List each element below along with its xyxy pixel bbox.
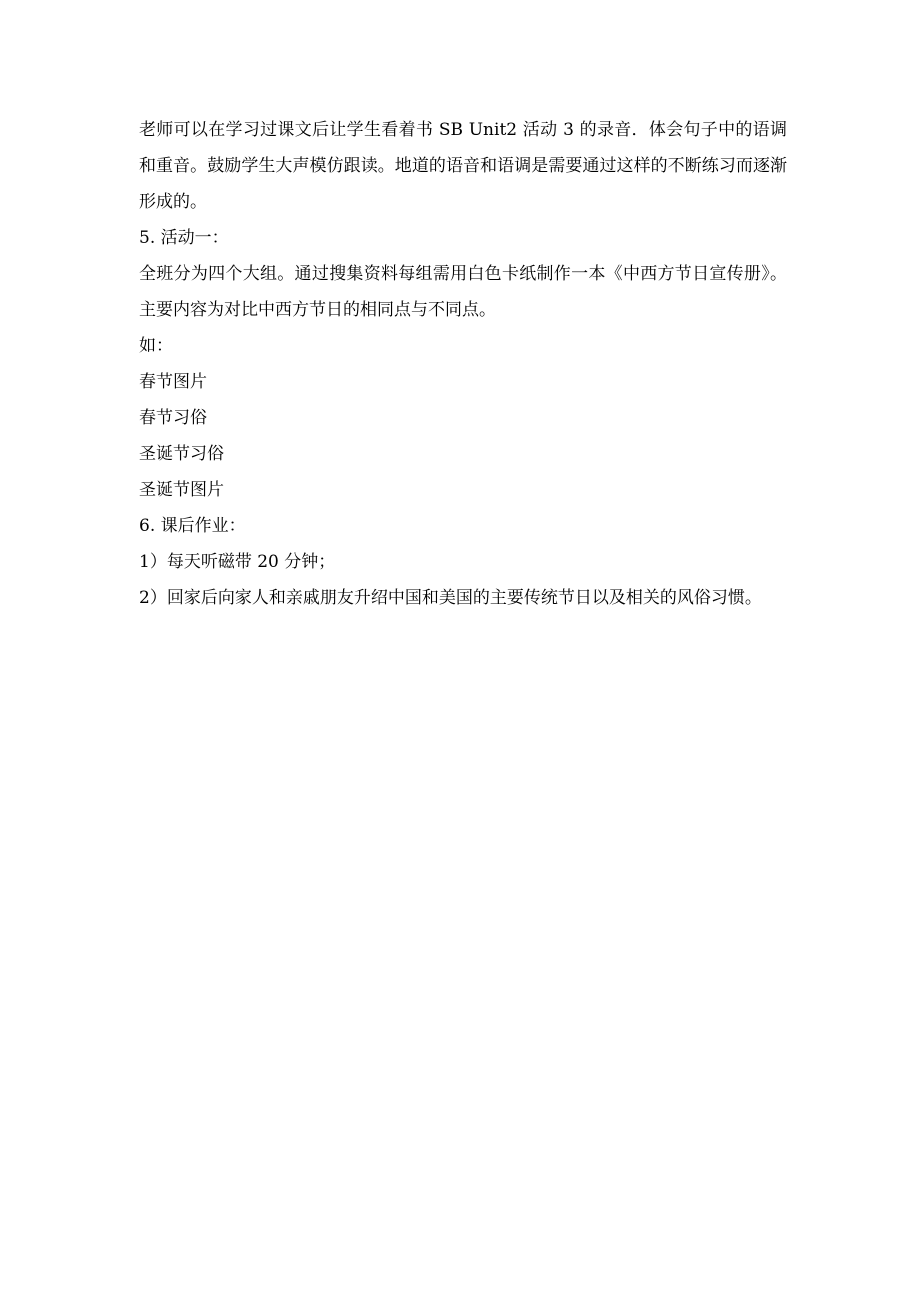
heading-activity-one: 5. 活动一： <box>139 228 229 248</box>
document-body <box>139 112 787 616</box>
list-item-spring-festival-customs: 春节习俗 <box>139 408 207 428</box>
list-item-spring-festival-pictures: 春节图片 <box>139 372 207 392</box>
paragraph-activity-description: 全班分为四个大组。通过搜集资料每组需用白色卡纸制作一本《中西方节日宣传册》。主要内容为对比中西方节日的相同点与不同点。 <box>139 264 787 320</box>
paragraph-recording-instructions: 老师可以在学习过课文后让学生看着书 SB Unit2 活动 3 的录音．体会句子中的语调和重音。鼓励学生大声模仿跟读。地道的语音和语调是需要通过这样的不断练习而逐渐形成的。 <box>139 120 787 212</box>
homework-item-introduce-festivals: 2）回家后向家人和亲戚朋友升绍中国和美国的主要传统节日以及相关的风俗习惯。 <box>139 588 762 608</box>
list-item-christmas-customs: 圣诞节习俗 <box>139 444 224 464</box>
list-item-christmas-pictures: 圣诞节图片 <box>139 480 224 500</box>
label-example: 如： <box>139 336 173 356</box>
homework-item-listening: 1）每天听磁带 20 分钟； <box>139 552 336 572</box>
heading-homework: 6. 课后作业： <box>139 516 246 536</box>
